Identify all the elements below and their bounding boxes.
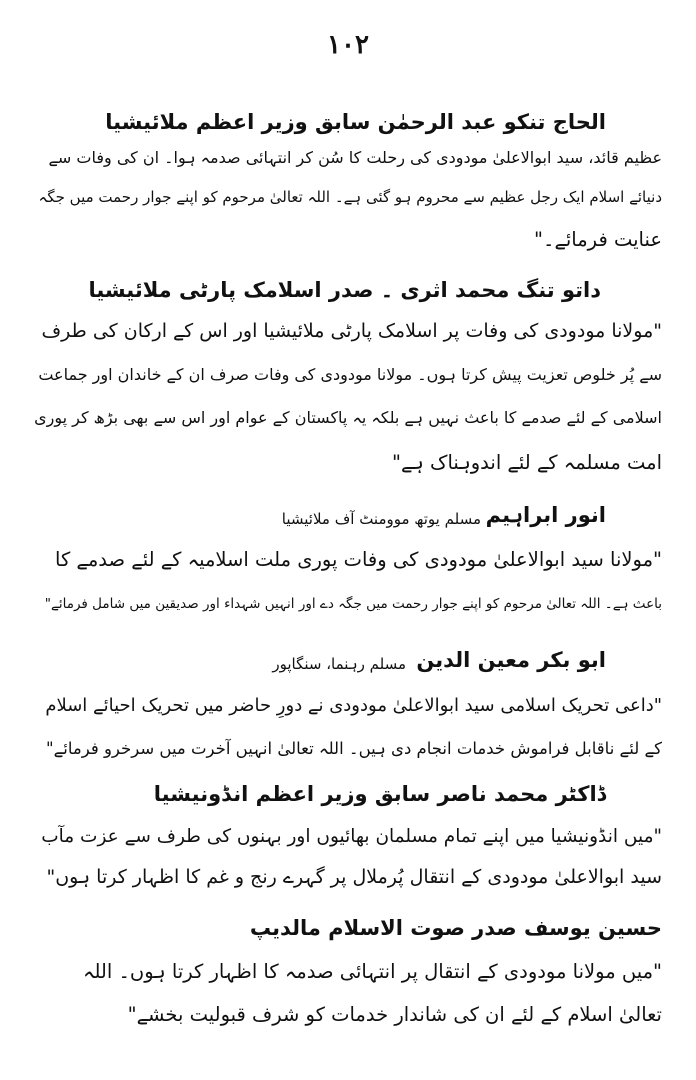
section-2-heading: داتو تنگ محمد اثری ۔ صدر اسلامک پارٹی ملائیشیا — [88, 278, 601, 302]
section-3-line-1: "مولانا سید ابوالاعلیٰ مودودی کی وفات پوری ملت اسلامیہ کے لئے صدمے کا — [55, 548, 662, 571]
section-4-line-1: "داعی تحریک اسلامی سید ابوالاعلیٰ مودودی نے دورِ حاضر میں تحریک احیائے اسلام — [45, 695, 662, 716]
section-4-subtitle: مسلم رہنما، سنگاپور — [272, 655, 406, 673]
section-1-line-2: دنیائے اسلام ایک رجل عظیم سے محروم ہو گئی ہے۔ اللہ تعالیٰ مرحوم کو اپنے جوار رحمت میں جگہ — [38, 188, 662, 206]
section-6-heading: حسین یوسف صدر صوت الاسلام مالدیپ — [249, 916, 662, 940]
section-4-line-2: کے لئے ناقابل فراموش خدمات انجام دی ہیں۔ اللہ تعالیٰ انہیں آخرت میں سرخرو فرمائے" — [46, 739, 662, 758]
section-2-line-2: سے پُر خلوص تعزیت پیش کرتا ہوں۔ مولانا مودودی کی وفات صرف ان کے خاندان اور جماعت — [38, 365, 662, 384]
page-number: ١٠٢ — [327, 30, 369, 60]
section-6-line-1: "میں مولانا مودودی کے انتقال پر انتہائی صدمہ کا اظہار کرتا ہوں۔ اللہ — [83, 960, 662, 983]
section-2-line-3: اسلامی کے لئے صدمے کا باعث نہیں ہے بلکہ یہ پاکستان کے عوام اور اس سے بھی بڑھ کر پوری — [34, 408, 662, 427]
section-1-line-3: عنایت فرمائے۔" — [534, 228, 662, 251]
section-2-line-4: امت مسلمہ کے لئے اندوہناک ہے" — [392, 451, 662, 474]
section-1-line-1: عظیم قائد، سید ابوالاعلیٰ مودودی کی رحلت کا سُن کر انتہائی صدمہ ہوا۔ ان کی وفات سے — [48, 148, 662, 167]
section-5-line-1: "میں انڈونیشیا میں اپنے تمام مسلمان بھائیوں اور بہنوں کی طرف سے عزت مآب — [41, 826, 662, 847]
section-5-heading: ڈاکٹر محمد ناصر سابق وزیر اعظم انڈونیشیا — [153, 782, 606, 806]
section-2-line-1: "مولانا مودودی کی وفات پر اسلامک پارٹی ملائیشیا اور اس کے ارکان کی طرف — [41, 320, 662, 342]
section-3-line-2: باعث ہے۔ اللہ تعالیٰ مرحوم کو اپنے جوار رحمت میں جگہ دے اور انہیں شہداء اور صدیقین میں شامل فرمائے" — [44, 596, 662, 612]
section-1-heading: الحاج تنکو عبد الرحمٰن سابق وزیر اعظم ملائیشیا — [105, 110, 606, 134]
section-5-line-2: سید ابوالاعلیٰ مودودی کے انتقال پُرملال پر گہرے رنج و غم کا اظہار کرتا ہوں" — [46, 866, 662, 888]
section-3-heading: انور ابراہیم — [485, 503, 606, 527]
section-4-heading: ابو بکر معین الدین — [416, 648, 606, 672]
section-6-line-2: تعالیٰ اسلام کے لئے ان کی شاندار خدمات کو شرف قبولیت بخشے" — [127, 1003, 662, 1026]
section-3-subtitle: مسلم یوتھ موومنٹ آف ملائیشیا — [281, 510, 481, 528]
